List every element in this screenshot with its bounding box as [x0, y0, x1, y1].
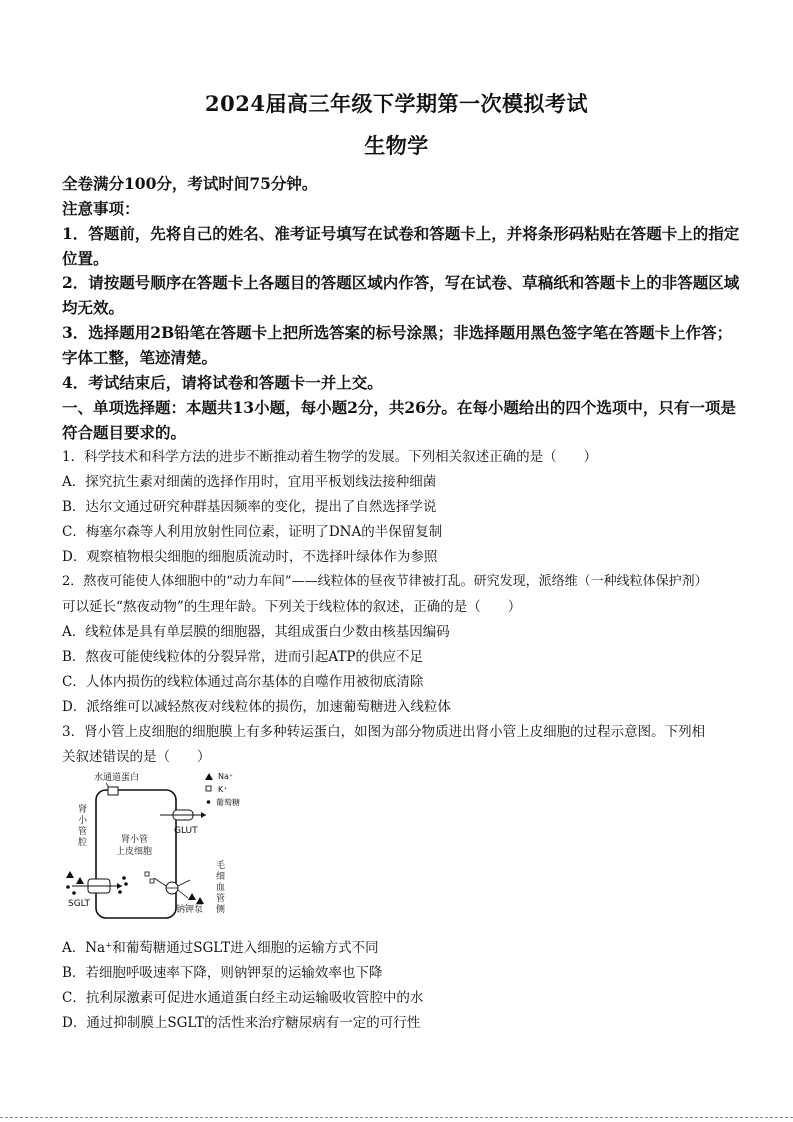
- q2-stem-line-2: 可以延长“熬夜动物”的生理年龄。下列关于线粒体的叙述，正确的是（ ）: [62, 599, 522, 615]
- lumen-char-4: 腔: [78, 838, 88, 848]
- pump-label: 钠钾泵: [176, 905, 204, 915]
- q2-option-c: C．人体内损伤的线粒体通过高尔基体的自噬作用被彻底清除: [62, 674, 424, 690]
- kidney-tubule-diagram: [60, 766, 240, 926]
- sglt-label: SGLT: [68, 899, 90, 909]
- cell-label-line-1: 肾小管: [121, 835, 149, 845]
- glucose-legend-symbol: [207, 800, 211, 804]
- q3-option-d: D．通过抑制膜上SGLT的活性来治疗糖尿病有一定的可行性: [62, 1015, 421, 1031]
- q3-option-b: B．若细胞呼吸速率下降，则钠钾泵的运输效率也下降: [62, 965, 383, 981]
- cell-label-line-2: 上皮细胞: [116, 847, 153, 857]
- q3-stem-line-2: 关叙述错误的是（ ）: [62, 749, 211, 765]
- water-channel-label: 水通道蛋白: [94, 773, 140, 783]
- note-1: 1．答题前，先将自己的姓名、准考证号填写在试卷和答题卡上，并将条形码粘贴在答题卡上的指定位置。: [62, 224, 740, 268]
- q2-option-a: A．线粒体是具有单层膜的细胞器，其组成蛋白少数由核基因编码: [62, 624, 450, 640]
- q1-stem: 1．科学技术和科学方法的进步不断推动着生物学的发展。下列相关叙述正确的是（ ）: [62, 449, 598, 465]
- q2-stem-line-1: 2．熬夜可能使人体细胞中的“动力车间”——线粒体的昼夜节律被打乱。研究发现，派络维（一种线粒体保护剂）: [62, 574, 708, 589]
- capillary-char-1: 毛: [216, 861, 226, 871]
- notes-title: 注意事项：: [62, 199, 140, 218]
- q1-option-d: D．观察植物根尖细胞的细胞质流动时，不选择叶绿体作为参照: [62, 549, 438, 565]
- exam-title: 2024届高三年级下学期第一次模拟考试: [205, 91, 588, 116]
- lumen-char-2: 小: [78, 816, 88, 826]
- capillary-char-2: 细: [216, 872, 226, 882]
- capillary-char-4: 管: [216, 894, 226, 904]
- q2-option-d: D．派络维可以减轻熬夜对线粒体的损伤，加速葡萄糖进入线粒体: [62, 699, 451, 715]
- lumen-char-3: 管: [78, 827, 88, 837]
- potassium-legend-label: K⁺: [218, 785, 228, 794]
- q1-option-c: C．梅塞尔森等人利用放射性同位素，证明了DNA的半保留复制: [62, 524, 443, 540]
- q1-option-a: A．探究抗生素对细菌的选择作用时，宜用平板划线法接种细菌: [62, 474, 437, 490]
- q2-option-b: B．熬夜可能使线粒体的分裂异常，进而引起ATP的供应不足: [62, 649, 424, 665]
- score-time-line: 全卷满分100分，考试时间75分钟。: [62, 174, 318, 193]
- q1-option-b: B．达尔文通过研究种群基因频率的变化，提出了自然选择学说: [62, 499, 437, 515]
- section-heading: 一、单项选择题：本题共13小题，每小题2分，共26分。在每小题给出的四个选项中，只有一项是符合题目要求的。: [62, 398, 736, 442]
- glut-label: GLUT: [174, 826, 198, 836]
- page-bottom-divider: [0, 1117, 793, 1118]
- glucose-legend-label: 葡萄糖: [216, 798, 240, 807]
- note-2: 2．请按题号顺序在答题卡上各题目的答题区域内作答，写在试卷、草稿纸和答题卡上的非答题区域均无效。: [62, 273, 740, 317]
- subject-title: 生物学: [364, 133, 429, 158]
- sodium-legend-symbol: [205, 773, 213, 780]
- capillary-char-5: 侧: [216, 905, 226, 915]
- note-3: 3．选择题用2B铅笔在答题卡上把所选答案的标号涂黑；非选择题用黑色签字笔在答题卡上作答；字体工整，笔迹清楚。: [62, 323, 733, 367]
- water-channel-protein: [108, 787, 118, 795]
- q3-option-c: C．抗利尿激素可促进水通道蛋白经主动运输吸收管腔中的水: [62, 990, 424, 1006]
- lumen-char-1: 肾: [78, 805, 88, 815]
- sodium-legend-label: Na⁺: [218, 772, 234, 781]
- potassium-legend-symbol: [206, 786, 211, 791]
- q3-option-a: A．Na⁺和葡萄糖通过SGLT进入细胞的运输方式不同: [62, 940, 379, 956]
- capillary-char-3: 血: [216, 883, 226, 893]
- note-4: 4．考试结束后，请将试卷和答题卡一并上交。: [62, 373, 383, 392]
- q3-stem-line-1: 3．肾小管上皮细胞的细胞膜上有多种转运蛋白，如图为部分物质进出肾小管上皮细胞的过程示意图。下列相: [62, 724, 706, 740]
